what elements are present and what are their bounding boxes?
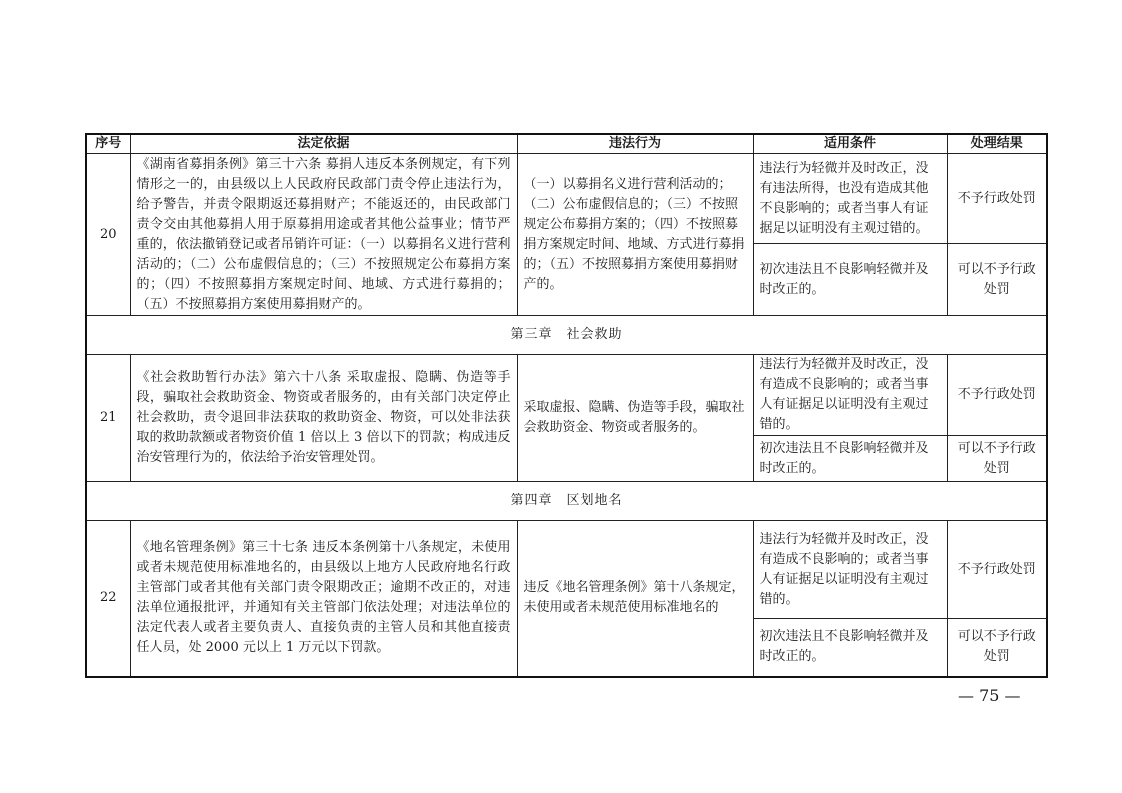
table-header-row — [86, 134, 1047, 154]
condition-cell: 初次违法且不良影响轻微并及时改正的。 — [753, 619, 947, 677]
legal-basis-cell: 《社会救助暂行办法》第六十八条 采取虚报、隐瞒、伪造等手段，骗取社会救助资金、物资或者服务的，由有关部门决定停止社会救助，责令退回非法获取的救助资金、物资，可以处非法获取的救助款额或者物资价值 1 倍以上 3 倍以下的罚款；构成违反治安管理行为的，依法给予治安管理处罚。 — [130, 355, 517, 482]
legal-basis-cell: 《湖南省募捐条例》第三十六条 募捐人违反本条例规定，有下列情形之一的，由县级以上人民政府民政部门责令停止违法行为，给予警告，并责令限期返还募捐财产；不能返还的，由民政部门责令交由其他募捐人用于原募捐用途或者其他公益事业；情节严重的，依法撤销登记或者吊销许可证：（一）以募捐名义进行营利活动的；（二）公布虚假信息的；（三）不按照规定公布募捐方案的；（四）不按照募捐方案规定时间、地域、方式进行募捐的；（五）不按照募捐方案使用募捐财产的。 — [130, 154, 517, 316]
chapter-heading: 第三章 社会救助 — [86, 316, 1047, 355]
row-number: 22 — [86, 521, 130, 677]
chapter-row — [86, 316, 1047, 355]
table-row — [86, 154, 1047, 244]
header-result: 处理结果 — [947, 134, 1047, 154]
violation-cell: 采取虚报、隐瞒、伪造等手段，骗取社会救助资金、物资或者服务的。 — [517, 355, 753, 482]
result-cell: 不予行政处罚 — [947, 154, 1047, 244]
header-seq: 序号 — [86, 134, 130, 154]
condition-cell: 初次违法且不良影响轻微并及时改正的。 — [753, 436, 947, 482]
violation-cell: 违反《地名管理条例》第十八条规定，未使用或者未规范使用标准地名的 — [517, 521, 753, 677]
header-cond: 适用条件 — [753, 134, 947, 154]
table-row — [86, 355, 1047, 436]
row-number: 20 — [86, 154, 130, 316]
regulation-table — [85, 133, 1048, 678]
row-number: 21 — [86, 355, 130, 482]
legal-basis-cell: 《地名管理条例》第三十七条 违反本条例第十八条规定，未使用或者未规范使用标准地名的，由县级以上地方人民政府地名行政主管部门或者其他有关部门责令限期改正；逾期不改正的，对违法单位通报批评，并通知有关主管部门依法处理；对违法单位的法定代表人或者主要负责人、直接负责的主管人员和其他直接责任人员，处 2000 元以上 1 万元以下罚款。 — [130, 521, 517, 677]
result-cell: 可以不予行政处罚 — [947, 619, 1047, 677]
chapter-row — [86, 482, 1047, 521]
result-cell: 可以不予行政处罚 — [947, 436, 1047, 482]
page-number: — 75 — — [958, 686, 1021, 705]
condition-cell: 违法行为轻微并及时改正，没有造成不良影响的；或者当事人有证据足以证明没有主观过错的。 — [753, 521, 947, 619]
chapter-heading: 第四章 区划地名 — [86, 482, 1047, 521]
header-basis: 法定依据 — [130, 134, 517, 154]
condition-cell: 违法行为轻微并及时改正，没有违法所得，也没有造成其他不良影响的；或者当事人有证据足以证明没有主观过错的。 — [753, 154, 947, 244]
condition-cell: 初次违法且不良影响轻微并及时改正的。 — [753, 244, 947, 316]
result-cell: 不予行政处罚 — [947, 521, 1047, 619]
violation-cell: （一）以募捐名义进行营利活动的；（二）公布虚假信息的；（三）不按照规定公布募捐方案的；（四）不按照募捐方案规定时间、地域、方式进行募捐的；（五）不按照募捐方案使用募捐财产的。 — [517, 154, 753, 316]
condition-cell: 违法行为轻微并及时改正，没有造成不良影响的；或者当事人有证据足以证明没有主观过错的。 — [753, 355, 947, 436]
result-cell: 可以不予行政处罚 — [947, 244, 1047, 316]
result-cell: 不予行政处罚 — [947, 355, 1047, 436]
header-act: 违法行为 — [517, 134, 753, 154]
table-row — [86, 521, 1047, 619]
